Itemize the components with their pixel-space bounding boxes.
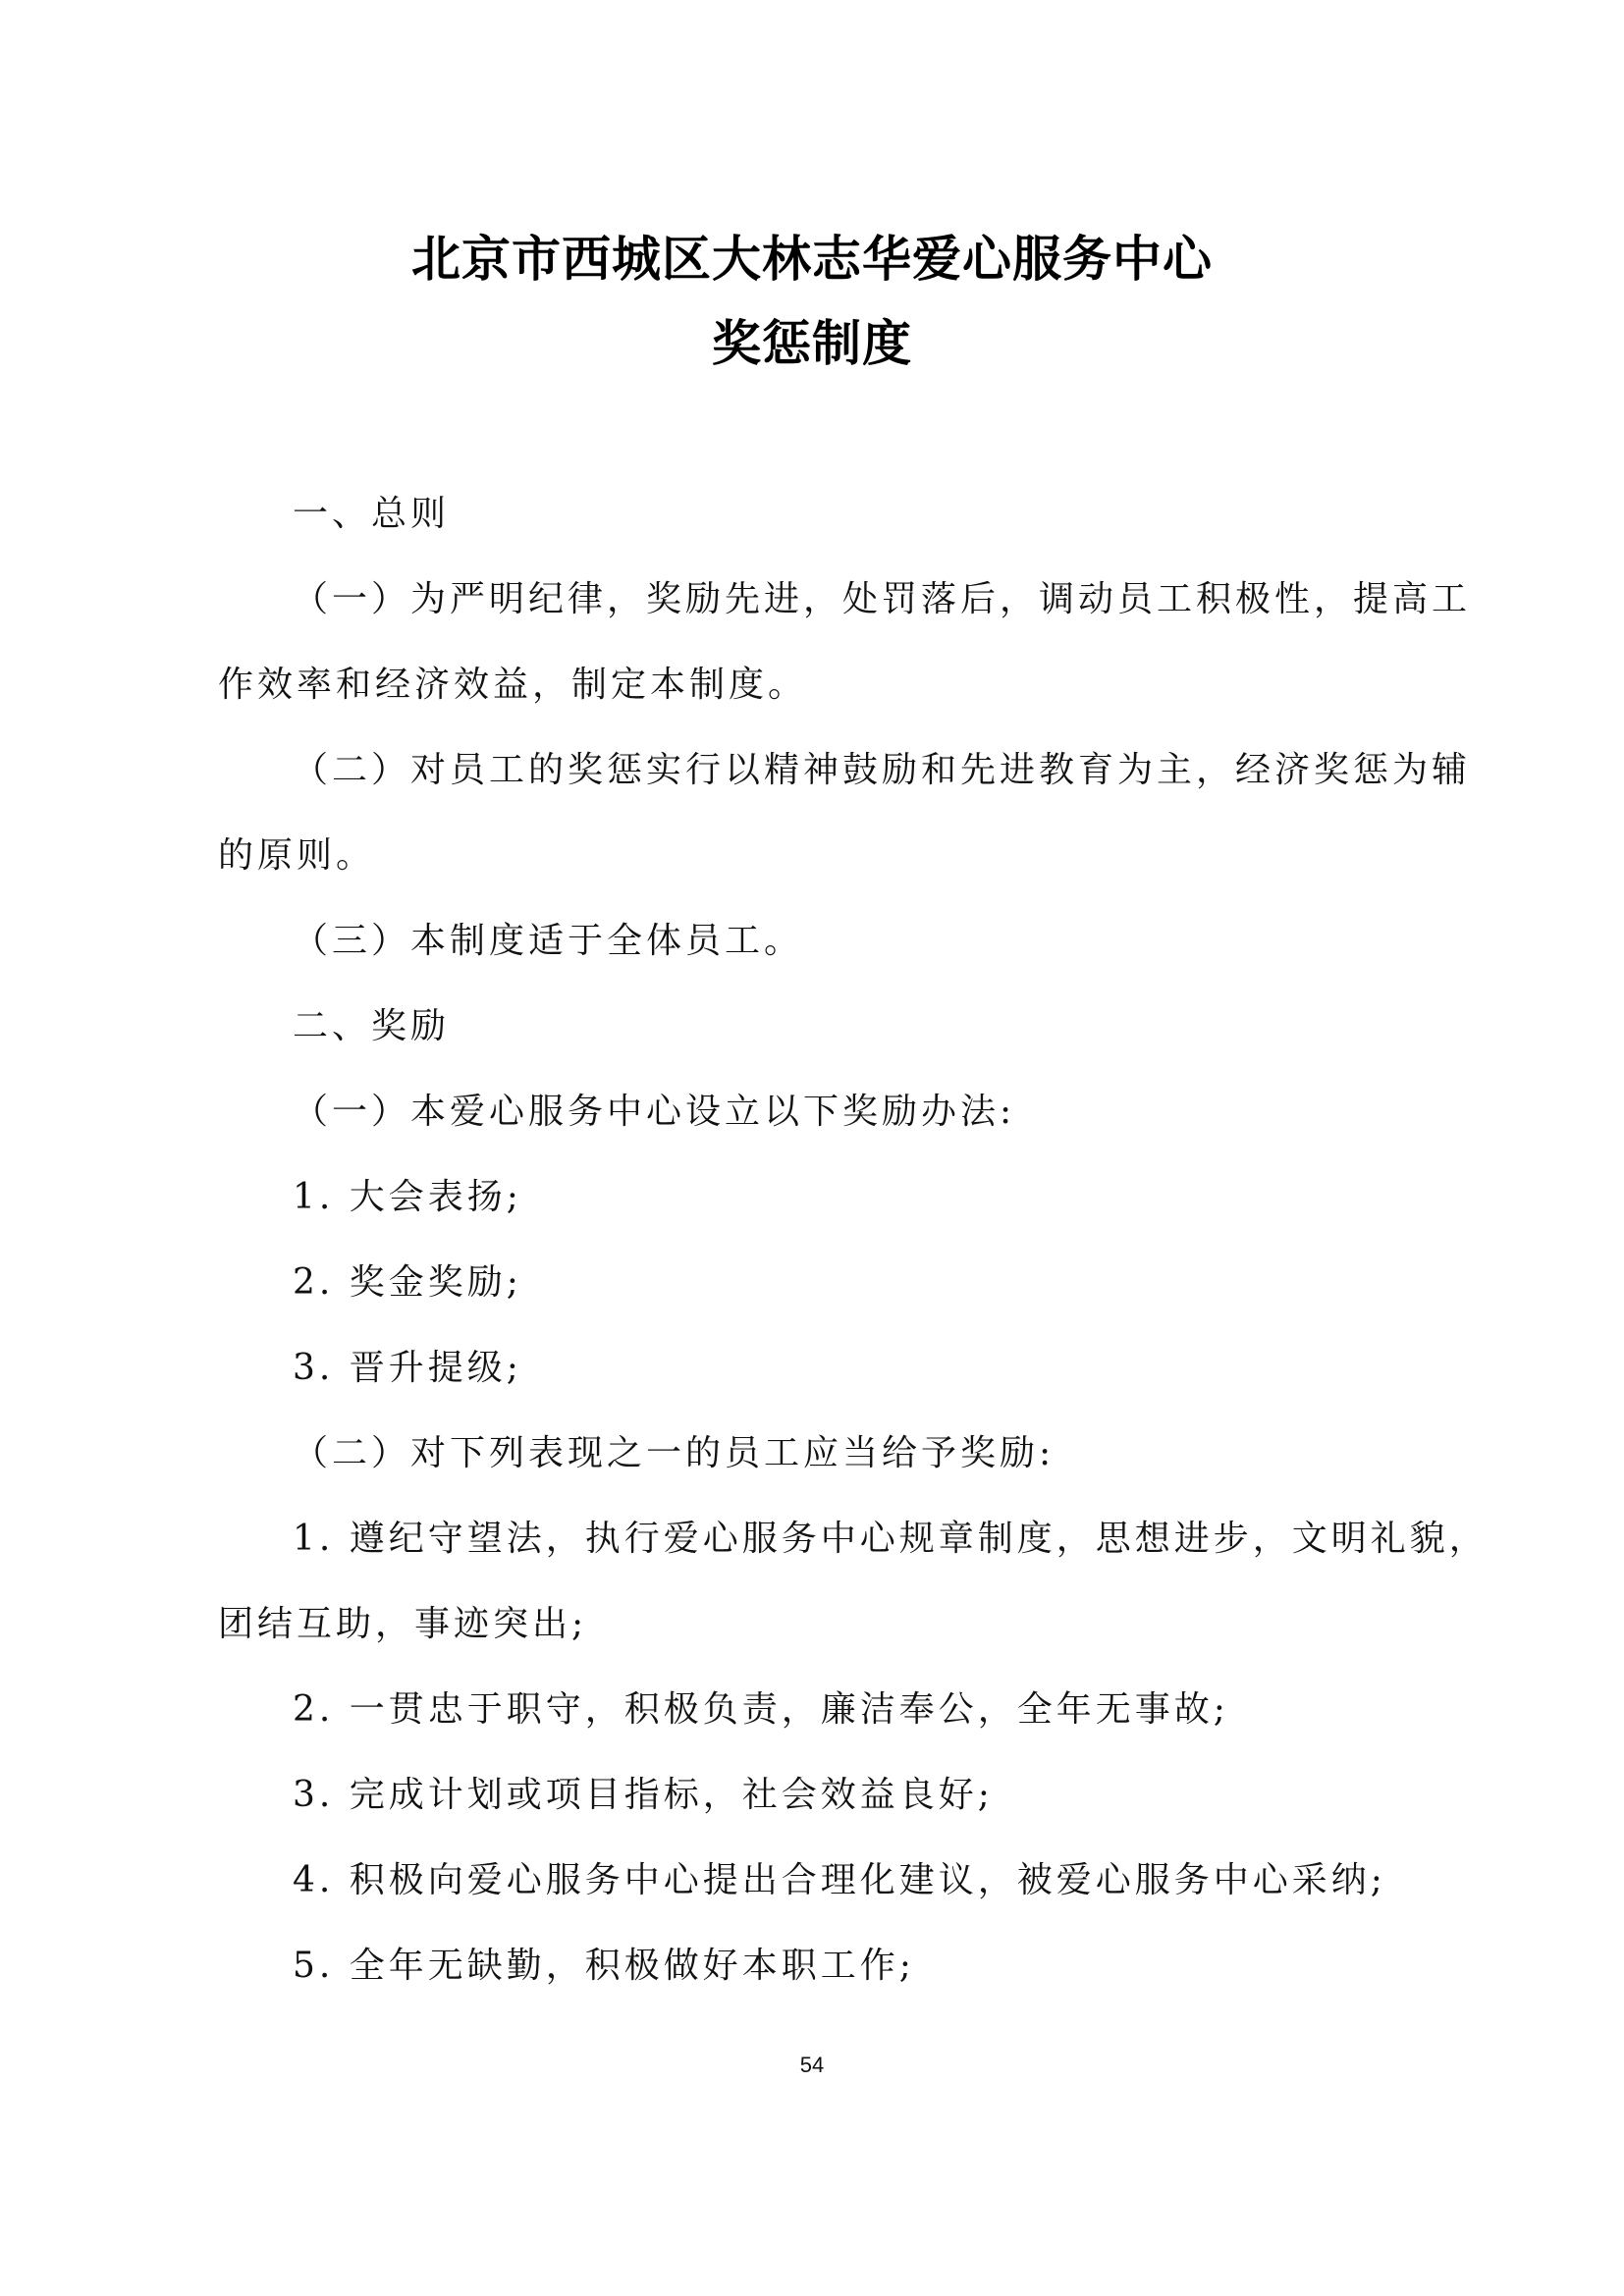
reward-criterion-2: 2. 一贯忠于职守，积极负责，廉洁奉公，全年无事故;	[293, 1689, 1229, 1730]
rewards-criteria-intro: （二）对下列表现之一的员工应当给予奖励:	[293, 1433, 1056, 1473]
document-title-line-2: 奖惩制度	[712, 315, 912, 372]
reward-criterion-1-line-2: 团结互助，事迹突出;	[218, 1604, 588, 1644]
reward-criterion-4: 4. 积极向爱心服务中心提出合理化建议，被爱心服务中心采纳;	[293, 1860, 1386, 1900]
page-number: 54	[799, 2053, 825, 2077]
reward-method-3: 3. 晋升提级;	[293, 1348, 522, 1388]
reward-criterion-5: 5. 全年无缺勤，积极做好本职工作;	[293, 1946, 915, 1986]
paragraph-2-line-1: （二）对员工的奖惩实行以精神鼓励和先进教育为主，经济奖惩为辅	[293, 750, 1472, 790]
paragraph-2-line-2: 的原则。	[218, 835, 376, 876]
section-heading-rewards: 二、奖励	[293, 1006, 451, 1046]
document-title-line-1: 北京市西城区大林志华爱心服务中心	[411, 231, 1213, 288]
rewards-intro: （一）本爱心服务中心设立以下奖励办法:	[293, 1092, 1016, 1132]
section-heading-general: 一、总则	[293, 494, 451, 534]
paragraph-1-line-1: （一）为严明纪律，奖励先进，处罚落后，调动员工积极性，提高工	[293, 579, 1472, 619]
reward-criterion-1-line-1: 1. 遵纪守望法，执行爱心服务中心规章制度，思想进步，文明礼貌，	[293, 1519, 1489, 1559]
paragraph-1-line-2: 作效率和经济效益，制定本制度。	[218, 665, 808, 705]
paragraph-3: （三）本制度适于全体员工。	[293, 921, 804, 961]
reward-method-2: 2. 奖金奖励;	[293, 1262, 522, 1303]
reward-method-1: 1. 大会表扬;	[293, 1177, 522, 1217]
reward-criterion-3: 3. 完成计划或项目指标，社会效益良好;	[293, 1775, 994, 1815]
